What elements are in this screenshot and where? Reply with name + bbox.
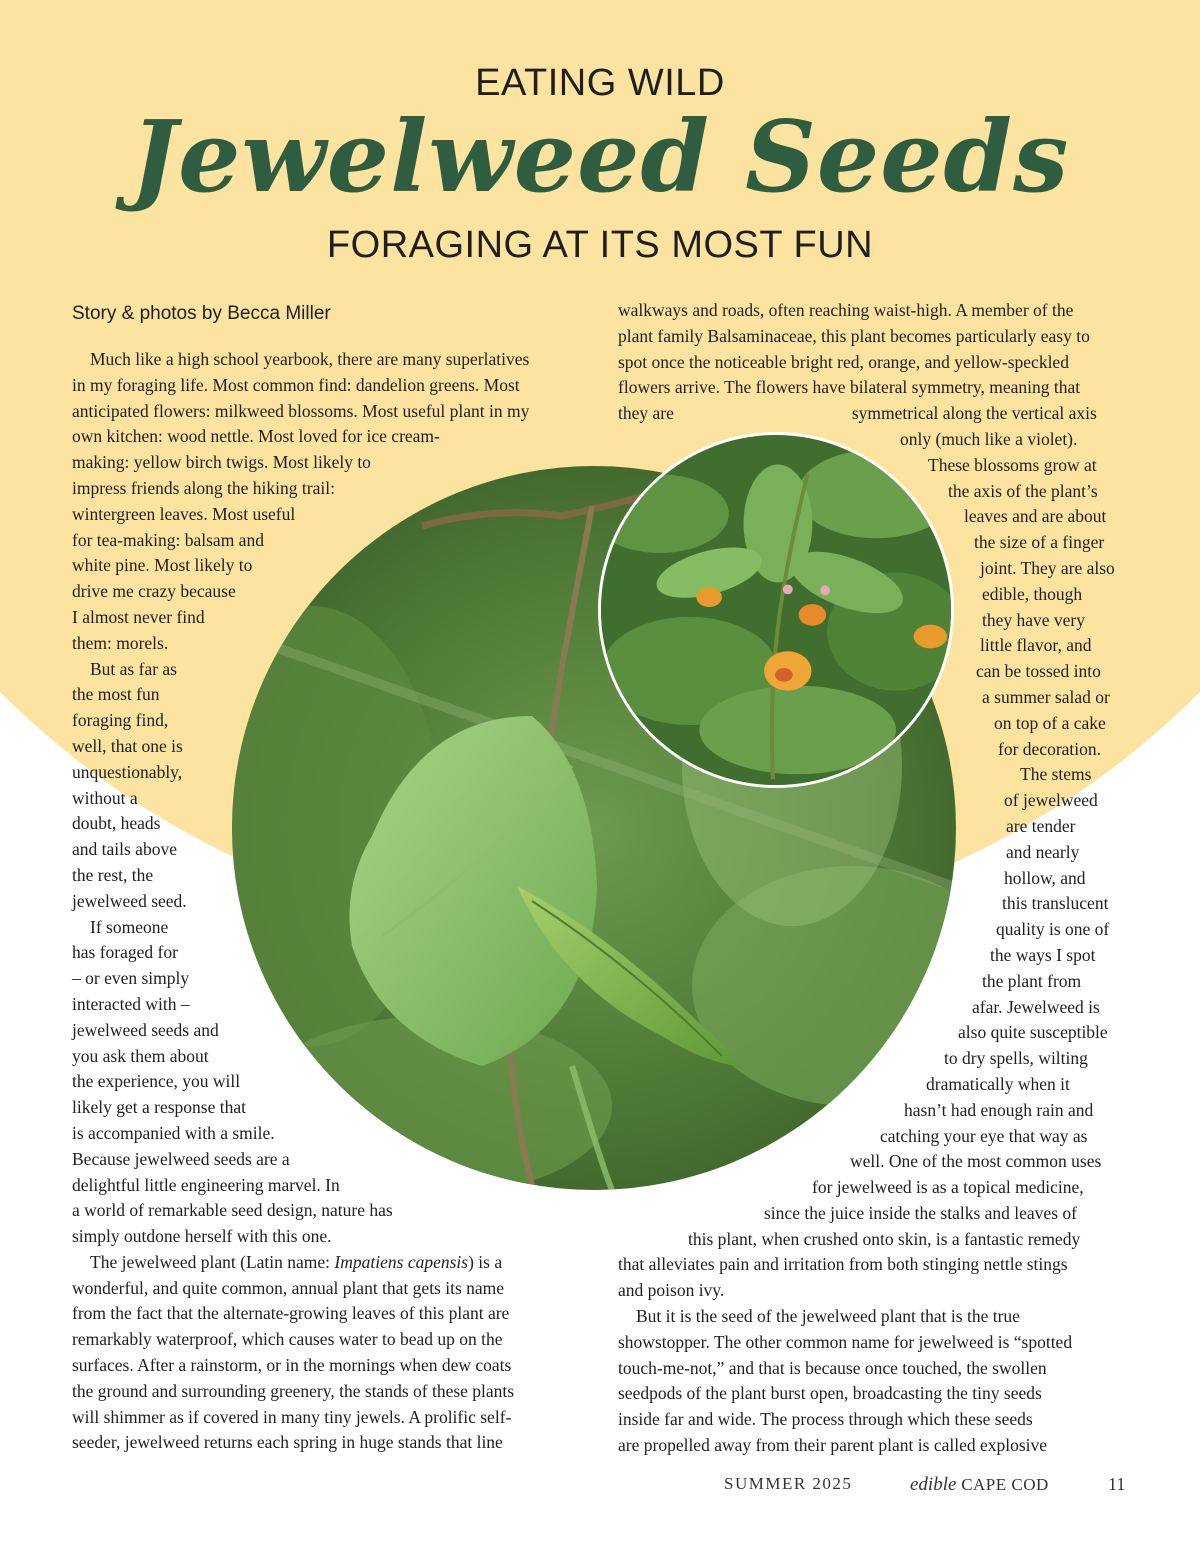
paragraph-line: But as far as [90, 658, 177, 679]
paragraph-line: spot once the noticeable bright red, orange, and yellow-speckled [618, 351, 1069, 372]
paragraph-line-split [618, 401, 1115, 427]
paragraph-line: remarkably waterproof, which causes water to bead up on the [72, 1329, 503, 1350]
paragraph-line: without a [72, 787, 138, 808]
paragraph-line: wonderful, and quite common, annual plant that gets its name [72, 1277, 505, 1298]
paragraph-line: white pine. Most likely to [72, 555, 253, 576]
paragraph-line: will shimmer as if covered in many tiny jewels. A prolific self- [72, 1406, 512, 1427]
paragraph-line: them: morels. [72, 632, 169, 653]
paragraph-line: touch-me-not,” and that is because once touched, the swollen [618, 1357, 1047, 1378]
paragraph-line: But it is the seed of the jewelweed plant that is the true [636, 1306, 1020, 1327]
paragraph-line: showstopper. The other common name for jewelweed is “spotted [618, 1331, 1073, 1352]
paragraph-line: for tea-making: balsam and [72, 529, 264, 550]
paragraph-line: little flavor, and [980, 635, 1092, 656]
latin-name: Impatiens capensis [334, 1251, 469, 1272]
paragraph-line: simply outdone herself with this one. [72, 1226, 332, 1247]
paragraph-line: flowers arrive. The flowers have bilateral symmetry, meaning that [618, 377, 1081, 398]
paragraph-line: own kitchen: wood nettle. Most loved for ice cream- [72, 426, 440, 447]
paragraph-line: jewelweed seeds and [72, 1019, 219, 1040]
paragraph-line: and nearly [1006, 841, 1080, 862]
paragraph-line: on top of a cake [994, 712, 1106, 733]
paragraph-line: are tender [1006, 815, 1076, 836]
paragraph-line: The stems [1020, 764, 1092, 785]
magazine-name-italic: edible [910, 1474, 957, 1495]
paragraph-line: only (much like a violet). [900, 428, 1078, 449]
paragraph-line: the size of a finger [974, 532, 1105, 553]
article-subtitle: FORAGING AT ITS MOST FUN [326, 224, 874, 266]
body-column-left [72, 347, 529, 1456]
paragraph-line: wintergreen leaves. Most useful [72, 503, 296, 524]
paragraph-line: impress friends along the hiking trail: [72, 477, 335, 498]
paragraph-line: edible, though [982, 583, 1083, 604]
paragraph-line: dramatically when it [926, 1073, 1070, 1094]
paragraph-line: the experience, you will [72, 1071, 241, 1092]
paragraph-line: is accompanied with a smile. [72, 1122, 275, 1143]
paragraph-line: the ways I spot [990, 944, 1096, 965]
page-number: 11 [1108, 1474, 1126, 1494]
magazine-name [910, 1474, 1049, 1496]
paragraph-line: the ground and surrounding greenery, the stands of these plants [72, 1380, 515, 1401]
paragraph-line: afar. Jewelweed is [972, 996, 1100, 1017]
paragraph-line: are propelled away from their parent plant is called explosive [618, 1435, 1048, 1456]
paragraph-line: and poison ivy. [618, 1280, 725, 1301]
paragraph-line-start: The jewelweed plant (Latin name: [90, 1251, 335, 1272]
paragraph-line: a world of remarkable seed design, nature has [72, 1200, 393, 1221]
paragraph-line: also quite susceptible [958, 1022, 1108, 1043]
paragraph-line: making: yellow birch twigs. Most likely to [72, 452, 371, 473]
paragraph-line: hollow, and [1004, 867, 1086, 888]
paragraph-line: that alleviates pain and irritation from both stinging nettle stings [618, 1254, 1068, 1275]
paragraph-line: symmetrical along the vertical axis [851, 403, 1097, 424]
paragraph-line-latin [72, 1250, 529, 1276]
paragraph-line: walkways and roads, often reaching waist-high. A member of the [618, 300, 1074, 320]
paragraph-line: foraging find, [72, 710, 169, 731]
paragraph-line: for decoration. [998, 738, 1102, 759]
paragraph-line: If someone [90, 916, 169, 937]
paragraph-line: of jewelweed [1004, 790, 1098, 811]
paragraph-line: surfaces. After a rainstorm, or in the mornings when dew coats [72, 1355, 512, 1376]
paragraph-line: for jewelweed is as a topical medicine, [812, 1177, 1084, 1198]
paragraph-line: hasn’t had enough rain and [904, 1099, 1094, 1120]
paragraph-line: inside far and wide. The process through which these seeds [618, 1409, 1033, 1430]
paragraph-line: catching your eye that way as [880, 1125, 1088, 1146]
paragraph-line: seeder, jewelweed returns each spring in huge stands that line [72, 1432, 503, 1453]
byline: Story & photos by Becca Miller [72, 303, 331, 324]
paragraph-line: – or even simply [72, 968, 190, 989]
paragraph-line: doubt, heads [72, 813, 161, 834]
paragraph-line: I almost never find [72, 606, 205, 627]
paragraph-line: drive me crazy because [72, 581, 236, 602]
paragraph-line: and tails above [72, 839, 177, 860]
magazine-name-rest: CAPE COD [956, 1475, 1049, 1494]
paragraph-line: well, that one is [72, 735, 183, 756]
paragraph-line: These blossoms grow at [928, 454, 1097, 475]
paragraph-line: they are [618, 403, 674, 424]
body-column-right [618, 298, 1115, 1459]
paragraph-line: quality is one of [996, 919, 1110, 940]
paragraph-line: the most fun [72, 684, 160, 705]
paragraph-line: the rest, the [72, 864, 154, 885]
paragraph-line: the axis of the plant’s [948, 480, 1098, 501]
paragraph-line: unquestionably, [72, 761, 183, 782]
paragraph-line: to dry spells, wilting [944, 1048, 1088, 1069]
paragraph-line: joint. They are also [980, 557, 1115, 578]
paragraph-line: since the juice inside the stalks and leaves of [764, 1202, 1077, 1223]
paragraph-line: they have very [982, 609, 1086, 630]
section-kicker: EATING WILD [475, 62, 725, 104]
issue-date: SUMMER 2025 [724, 1474, 853, 1493]
paragraph-line: you ask them about [72, 1045, 209, 1066]
paragraph-line: Because jewelweed seeds are a [72, 1148, 290, 1169]
paragraph-line: a summer salad or [982, 686, 1110, 707]
paragraph-line: this plant, when crushed onto skin, is a fantastic remedy [688, 1228, 1081, 1249]
paragraph-line: has foraged for [72, 942, 178, 963]
paragraph-line: likely get a response that [72, 1097, 246, 1118]
paragraph-line: delightful little engineering marvel. In [72, 1174, 340, 1195]
article-title: Jewelweed Seeds [130, 100, 1070, 215]
paragraph-line: leaves and are about [964, 506, 1107, 527]
paragraph-line: plant family Balsaminaceae, this plant becomes particularly easy to [618, 325, 1090, 346]
paragraph-line: well. One of the most common uses [850, 1151, 1102, 1172]
paragraph-line: Much like a high school yearbook, there are many superlatives [90, 349, 530, 369]
paragraph-line: jewelweed seed. [72, 890, 187, 911]
paragraph-line: seedpods of the plant burst open, broadcasting the tiny seeds [618, 1383, 1042, 1404]
paragraph-line: in my foraging life. Most common find: dandelion greens. Most [72, 374, 520, 395]
paragraph-line: interacted with – [72, 993, 190, 1014]
paragraph-line: the plant from [982, 970, 1082, 991]
paragraph-line: from the fact that the alternate-growing leaves of this plant are [72, 1303, 510, 1324]
paragraph-line: can be tossed into [976, 661, 1101, 682]
paragraph-line: this translucent [1002, 893, 1109, 914]
paragraph-line: anticipated flowers: milkweed blossoms. Most useful plant in my [72, 400, 530, 421]
paragraph-line-end: ) is a [468, 1251, 503, 1272]
